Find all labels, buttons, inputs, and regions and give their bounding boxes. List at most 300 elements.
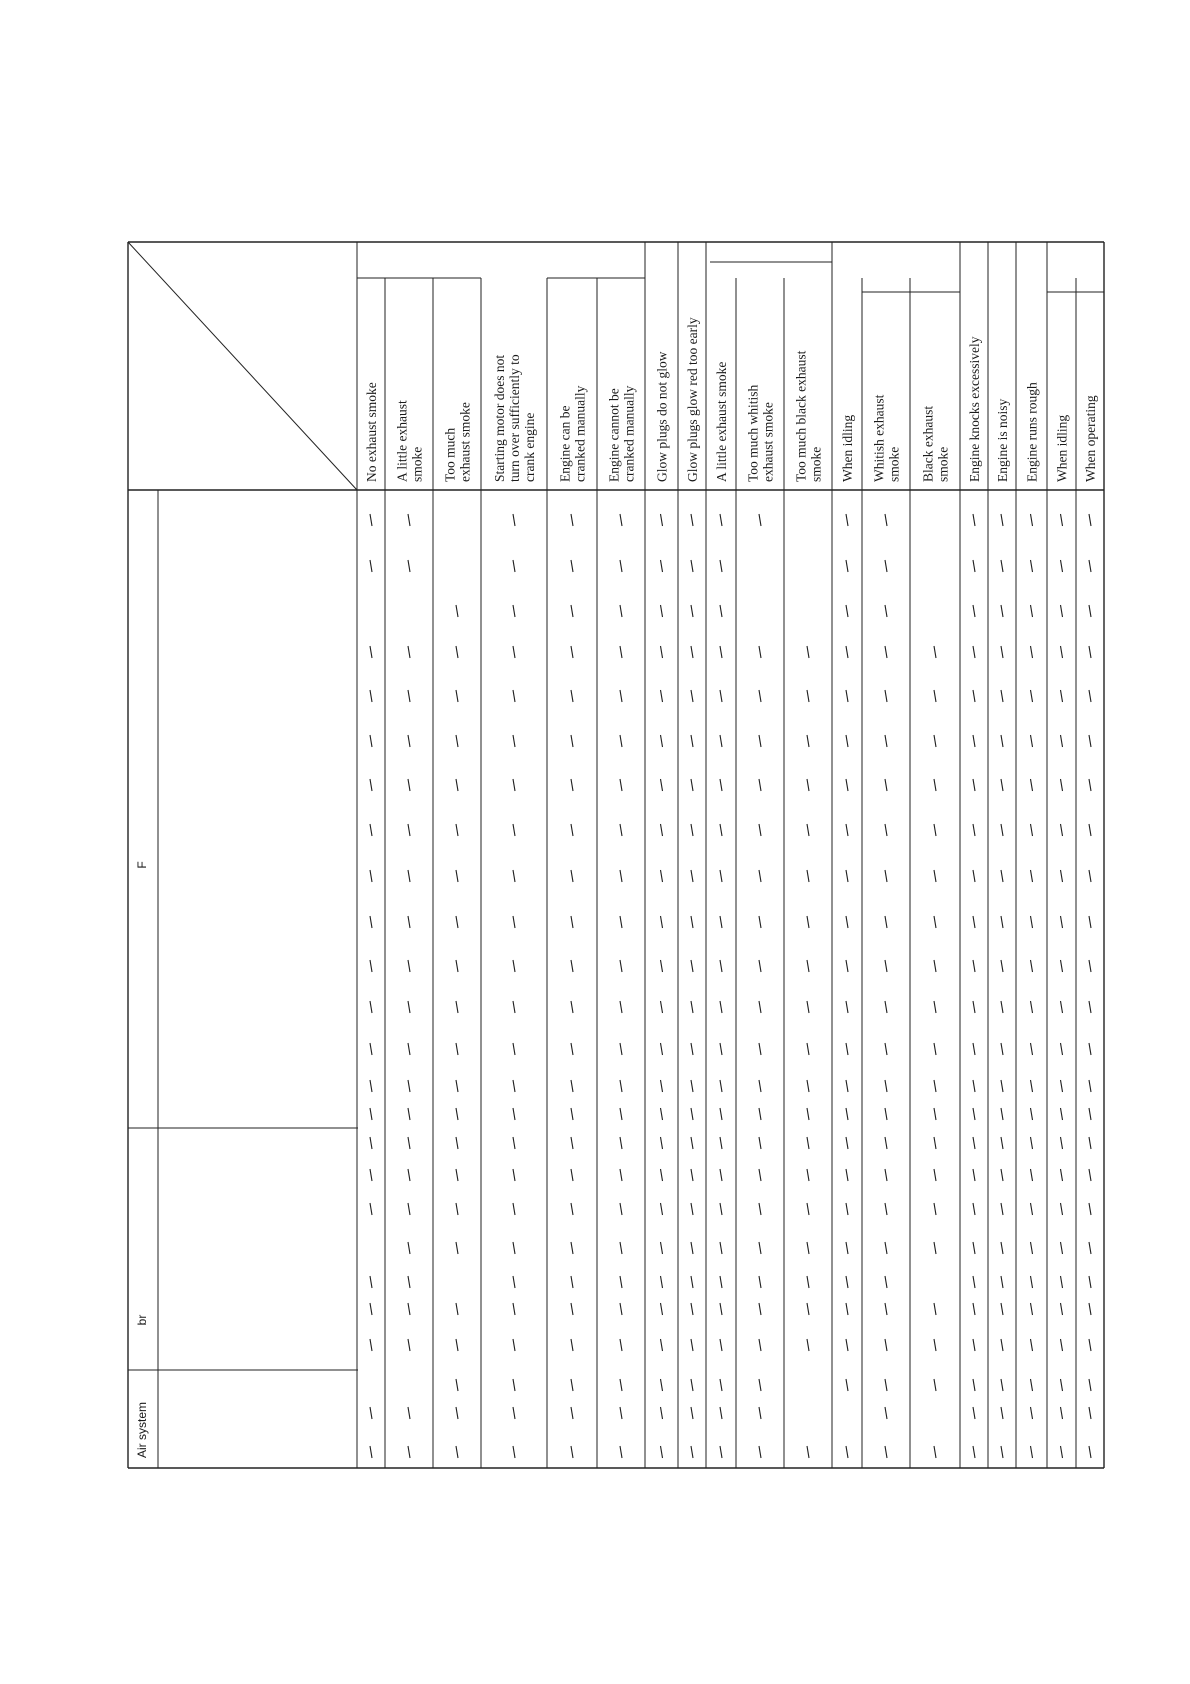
- symptom-mark: [885, 1001, 887, 1013]
- symptom-mark: [1001, 1339, 1003, 1351]
- symptom-mark: [456, 916, 458, 928]
- symptom-mark: [408, 916, 410, 928]
- symptom-mark: [934, 1043, 936, 1055]
- symptom-mark: [720, 1043, 722, 1055]
- symptom-mark: [691, 1203, 693, 1215]
- symptom-mark: [513, 824, 515, 836]
- symptom-mark: [807, 870, 809, 882]
- symptom-mark: [661, 1001, 663, 1013]
- symptom-mark: [885, 690, 887, 702]
- symptom-mark: [973, 1169, 975, 1181]
- symptom-mark: [973, 1080, 975, 1092]
- symptom-mark: [370, 1339, 372, 1351]
- symptom-mark: [571, 1339, 573, 1351]
- symptom-mark: [571, 605, 573, 617]
- symptom-mark: [370, 514, 372, 526]
- symptom-mark: [1089, 735, 1091, 747]
- symptom-mark: [513, 1108, 515, 1120]
- symptom-mark: [1089, 1001, 1091, 1013]
- symptom-mark: [408, 1446, 410, 1458]
- symptom-mark: [1031, 735, 1033, 747]
- symptom-mark: [934, 824, 936, 836]
- symptom-mark: [691, 1108, 693, 1120]
- symptom-mark: [513, 735, 515, 747]
- symptom-mark: [1001, 690, 1003, 702]
- symptom-header-text: exhaust smoke: [457, 402, 473, 482]
- symptom-mark: [973, 735, 975, 747]
- symptom-mark: [661, 916, 663, 928]
- symptom-mark: [456, 1043, 458, 1055]
- symptom-mark: [807, 1001, 809, 1013]
- symptom-mark: [620, 605, 622, 617]
- symptom-mark: [1089, 1203, 1091, 1215]
- symptom-mark: [973, 690, 975, 702]
- symptom-mark: [1061, 870, 1063, 882]
- symptom-mark: [691, 1242, 693, 1254]
- symptom-mark: [1031, 1001, 1033, 1013]
- symptom-mark: [408, 960, 410, 972]
- symptom-mark: [1001, 960, 1003, 972]
- symptom-mark: [571, 1001, 573, 1013]
- symptom-mark: [620, 1001, 622, 1013]
- cause-group-label: F: [135, 861, 150, 869]
- symptom-mark: [1031, 1276, 1033, 1288]
- symptom-mark: [1001, 514, 1003, 526]
- symptom-mark: [885, 870, 887, 882]
- symptom-mark: [370, 560, 372, 572]
- symptom-mark: [370, 690, 372, 702]
- symptom-mark: [846, 1276, 848, 1288]
- symptom-mark: [691, 870, 693, 882]
- symptom-mark: [934, 735, 936, 747]
- symptom-mark: [661, 605, 663, 617]
- symptom-mark: [691, 1407, 693, 1419]
- symptom-mark: [691, 1169, 693, 1181]
- symptom-header-text: Engine knocks excessively: [967, 336, 982, 482]
- symptom-mark: [456, 1137, 458, 1149]
- symptom-mark: [456, 779, 458, 791]
- symptom-mark: [571, 1303, 573, 1315]
- symptom-header-text: A little exhaust smoke: [714, 361, 729, 482]
- symptom-mark: [661, 1339, 663, 1351]
- symptom-mark: [973, 605, 975, 617]
- symptom-mark: [846, 1108, 848, 1120]
- symptom-mark: [1089, 960, 1091, 972]
- symptom-mark: [691, 1137, 693, 1149]
- symptom-mark: [513, 1446, 515, 1458]
- symptom-mark: [885, 1169, 887, 1181]
- symptom-mark: [1061, 690, 1063, 702]
- symptom-mark: [807, 1303, 809, 1315]
- symptom-mark: [807, 646, 809, 658]
- symptom-header-text: Engine is noisy: [995, 398, 1010, 482]
- symptom-mark: [620, 514, 622, 526]
- symptom-mark: [759, 514, 761, 526]
- symptom-mark: [759, 1303, 761, 1315]
- symptom-mark: [720, 1203, 722, 1215]
- symptom-mark: [1001, 1242, 1003, 1254]
- symptom-mark: [1031, 1242, 1033, 1254]
- symptom-header-text: cranked manually: [621, 385, 637, 482]
- symptom-mark: [973, 870, 975, 882]
- symptom-mark: [759, 1043, 761, 1055]
- symptom-mark: [846, 1001, 848, 1013]
- symptom-mark: [513, 646, 515, 658]
- symptom-mark: [408, 646, 410, 658]
- symptom-mark: [885, 1407, 887, 1419]
- symptom-mark: [1061, 1242, 1063, 1254]
- symptom-mark: [661, 1080, 663, 1092]
- symptom-mark: [661, 514, 663, 526]
- symptom-header-text: When operating: [1083, 395, 1098, 482]
- symptom-mark: [759, 1169, 761, 1181]
- symptom-mark: [885, 1108, 887, 1120]
- symptom-mark: [934, 646, 936, 658]
- symptom-mark: [1001, 735, 1003, 747]
- symptom-mark: [1061, 1108, 1063, 1120]
- symptom-mark: [408, 735, 410, 747]
- symptom-mark: [456, 824, 458, 836]
- symptom-mark: [885, 1137, 887, 1149]
- symptom-mark: [1001, 870, 1003, 882]
- symptom-mark: [973, 824, 975, 836]
- symptom-mark: [513, 1276, 515, 1288]
- symptom-mark: [456, 1407, 458, 1419]
- symptom-mark: [1089, 690, 1091, 702]
- symptom-mark: [759, 646, 761, 658]
- symptom-mark: [620, 690, 622, 702]
- symptom-mark: [370, 960, 372, 972]
- symptom-mark: [571, 1080, 573, 1092]
- symptom-mark: [513, 690, 515, 702]
- symptom-mark: [1031, 605, 1033, 617]
- symptom-mark: [885, 779, 887, 791]
- symptom-mark: [370, 1001, 372, 1013]
- symptom-mark: [1089, 560, 1091, 572]
- symptom-mark: [934, 1303, 936, 1315]
- symptom-mark: [807, 1203, 809, 1215]
- symptom-mark: [408, 1303, 410, 1315]
- symptom-mark: [1061, 560, 1063, 572]
- symptom-mark: [846, 1080, 848, 1092]
- symptom-mark: [370, 1407, 372, 1419]
- symptom-mark: [807, 1169, 809, 1181]
- symptom-mark: [661, 560, 663, 572]
- symptom-mark: [408, 1080, 410, 1092]
- symptom-mark: [846, 960, 848, 972]
- symptom-mark: [1031, 1407, 1033, 1419]
- symptom-mark: [456, 605, 458, 617]
- symptom-mark: [759, 735, 761, 747]
- symptom-mark: [973, 1379, 975, 1391]
- symptom-mark: [885, 514, 887, 526]
- symptom-mark: [885, 1446, 887, 1458]
- symptom-mark: [807, 1339, 809, 1351]
- symptom-mark: [1089, 605, 1091, 617]
- symptom-mark: [661, 1276, 663, 1288]
- symptom-mark: [571, 824, 573, 836]
- symptom-mark: [1001, 1108, 1003, 1120]
- symptom-mark: [807, 1446, 809, 1458]
- symptom-mark: [571, 560, 573, 572]
- symptom-mark: [661, 690, 663, 702]
- symptom-mark: [1089, 646, 1091, 658]
- symptom-header-text: crank engine: [522, 412, 537, 482]
- symptom-mark: [720, 1108, 722, 1120]
- symptom-mark: [620, 1203, 622, 1215]
- symptom-mark: [807, 1108, 809, 1120]
- symptom-mark: [661, 646, 663, 658]
- symptom-mark: [620, 779, 622, 791]
- symptom-mark: [759, 960, 761, 972]
- symptom-mark: [661, 779, 663, 791]
- symptom-header-text: Glow plugs glow red too early: [685, 317, 700, 482]
- symptom-mark: [513, 560, 515, 572]
- symptom-mark: [661, 1108, 663, 1120]
- symptom-mark: [1031, 514, 1033, 526]
- symptom-mark: [691, 735, 693, 747]
- symptom-mark: [513, 870, 515, 882]
- symptom-mark: [720, 646, 722, 658]
- symptom-mark: [620, 1108, 622, 1120]
- symptom-mark: [1001, 1276, 1003, 1288]
- symptom-mark: [513, 960, 515, 972]
- symptom-mark: [1089, 1339, 1091, 1351]
- symptom-mark: [1031, 560, 1033, 572]
- symptom-mark: [720, 1001, 722, 1013]
- symptom-mark: [620, 916, 622, 928]
- symptom-mark: [661, 1407, 663, 1419]
- symptom-mark: [620, 1379, 622, 1391]
- symptom-mark: [571, 735, 573, 747]
- symptom-mark: [934, 960, 936, 972]
- symptom-mark: [1031, 960, 1033, 972]
- symptom-mark: [370, 1080, 372, 1092]
- symptom-mark: [934, 779, 936, 791]
- symptom-mark: [691, 1276, 693, 1288]
- symptom-header-text: When idling: [1054, 414, 1070, 482]
- symptom-mark: [885, 605, 887, 617]
- symptom-header-text: cranked manually: [572, 385, 588, 482]
- symptom-mark: [661, 960, 663, 972]
- symptom-mark: [846, 1339, 848, 1351]
- symptom-mark: [620, 1043, 622, 1055]
- symptom-mark: [973, 560, 975, 572]
- symptom-mark: [408, 514, 410, 526]
- symptom-mark: [807, 690, 809, 702]
- symptom-mark: [1061, 960, 1063, 972]
- symptom-mark: [1061, 1137, 1063, 1149]
- symptom-mark: [720, 735, 722, 747]
- symptom-mark: [759, 1108, 761, 1120]
- symptom-mark: [846, 1242, 848, 1254]
- symptom-mark: [720, 1303, 722, 1315]
- symptom-mark: [1089, 1137, 1091, 1149]
- symptom-mark: [1001, 779, 1003, 791]
- symptom-mark: [1031, 1137, 1033, 1149]
- symptom-mark: [720, 1276, 722, 1288]
- symptom-mark: [934, 1446, 936, 1458]
- symptom-mark: [934, 1137, 936, 1149]
- symptom-mark: [456, 646, 458, 658]
- symptom-mark: [620, 1276, 622, 1288]
- symptom-mark: [1089, 1043, 1091, 1055]
- symptom-mark: [408, 560, 410, 572]
- symptom-mark: [1001, 646, 1003, 658]
- symptom-mark: [1089, 1108, 1091, 1120]
- symptom-header-text: A little exhaust: [394, 400, 410, 482]
- symptom-mark: [934, 1242, 936, 1254]
- symptom-mark: [408, 1043, 410, 1055]
- symptom-mark: [513, 1043, 515, 1055]
- symptom-mark: [807, 1242, 809, 1254]
- symptom-mark: [691, 605, 693, 617]
- symptom-mark: [846, 605, 848, 617]
- symptom-mark: [807, 1080, 809, 1092]
- symptom-mark: [885, 1339, 887, 1351]
- symptom-mark: [885, 916, 887, 928]
- symptom-header-text: Starting motor does not: [492, 354, 507, 482]
- symptom-mark: [513, 1303, 515, 1315]
- symptom-mark: [1031, 870, 1033, 882]
- symptom-mark: [846, 646, 848, 658]
- symptom-mark: [370, 916, 372, 928]
- symptom-mark: [807, 1137, 809, 1149]
- symptom-mark: [571, 1137, 573, 1149]
- symptom-mark: [885, 1303, 887, 1315]
- symptom-mark: [846, 1203, 848, 1215]
- symptom-mark: [934, 916, 936, 928]
- symptom-mark: [885, 824, 887, 836]
- symptom-mark: [1089, 1276, 1091, 1288]
- symptom-mark: [408, 1203, 410, 1215]
- cause-group-label: br: [135, 1314, 150, 1326]
- symptom-mark: [1031, 779, 1033, 791]
- symptom-mark: [620, 560, 622, 572]
- symptom-mark: [456, 1203, 458, 1215]
- cause-group-label: Air system: [135, 1401, 150, 1459]
- symptom-header-text: Too much: [442, 427, 458, 482]
- symptom-mark: [1061, 1379, 1063, 1391]
- symptom-mark: [973, 1407, 975, 1419]
- symptom-mark: [934, 1203, 936, 1215]
- symptom-header-text: When idling: [840, 414, 855, 482]
- symptom-mark: [934, 870, 936, 882]
- symptom-mark: [846, 870, 848, 882]
- symptom-mark: [456, 1303, 458, 1315]
- symptom-mark: [720, 1379, 722, 1391]
- symptom-mark: [720, 1339, 722, 1351]
- symptom-mark: [456, 1169, 458, 1181]
- symptom-mark: [1031, 1379, 1033, 1391]
- symptom-mark: [661, 1303, 663, 1315]
- symptom-mark: [456, 1001, 458, 1013]
- symptom-mark: [885, 1379, 887, 1391]
- symptom-mark: [973, 1276, 975, 1288]
- symptom-mark: [370, 1203, 372, 1215]
- symptom-mark: [691, 1446, 693, 1458]
- symptom-mark: [1089, 514, 1091, 526]
- symptom-mark: [370, 870, 372, 882]
- symptom-mark: [1031, 916, 1033, 928]
- symptom-mark: [1031, 646, 1033, 658]
- symptom-mark: [513, 1242, 515, 1254]
- symptom-mark: [885, 960, 887, 972]
- symptom-mark: [691, 1303, 693, 1315]
- symptom-mark: [370, 1169, 372, 1181]
- symptom-mark: [720, 1080, 722, 1092]
- symptom-mark: [408, 870, 410, 882]
- symptom-mark: [1061, 1407, 1063, 1419]
- symptom-mark: [759, 824, 761, 836]
- symptom-mark: [370, 1446, 372, 1458]
- symptom-header-text: No exhaust smoke: [364, 382, 379, 482]
- symptom-mark: [1089, 916, 1091, 928]
- symptom-mark: [370, 1137, 372, 1149]
- symptom-mark: [720, 916, 722, 928]
- symptom-mark: [370, 735, 372, 747]
- symptom-mark: [1061, 646, 1063, 658]
- symptom-mark: [1089, 1242, 1091, 1254]
- symptom-mark: [408, 1339, 410, 1351]
- symptom-mark: [571, 1169, 573, 1181]
- symptom-mark: [759, 916, 761, 928]
- symptom-mark: [1061, 1203, 1063, 1215]
- symptom-mark: [571, 646, 573, 658]
- symptom-mark: [759, 1446, 761, 1458]
- symptom-header-text: Glow plugs do not glow: [654, 351, 670, 482]
- symptom-mark: [513, 1001, 515, 1013]
- symptom-mark: [661, 1043, 663, 1055]
- symptom-mark: [1031, 1203, 1033, 1215]
- symptom-mark: [661, 824, 663, 836]
- symptom-mark: [661, 1203, 663, 1215]
- symptom-header-text: Too much whitish: [745, 384, 761, 482]
- symptom-mark: [370, 1108, 372, 1120]
- symptom-mark: [691, 779, 693, 791]
- symptom-mark: [759, 1242, 761, 1254]
- corner-diagonal: [128, 242, 357, 490]
- symptom-mark: [661, 870, 663, 882]
- symptom-mark: [846, 560, 848, 572]
- symptom-mark: [720, 1446, 722, 1458]
- symptom-mark: [620, 1242, 622, 1254]
- symptom-mark: [1089, 1169, 1091, 1181]
- symptom-mark: [1061, 824, 1063, 836]
- symptom-mark: [759, 1080, 761, 1092]
- symptom-mark: [934, 1339, 936, 1351]
- symptom-mark: [456, 960, 458, 972]
- symptom-mark: [807, 1043, 809, 1055]
- symptom-mark: [934, 1169, 936, 1181]
- symptom-mark: [661, 1242, 663, 1254]
- symptom-mark: [807, 960, 809, 972]
- symptom-mark: [661, 1137, 663, 1149]
- symptom-mark: [456, 1379, 458, 1391]
- symptom-mark: [620, 1303, 622, 1315]
- symptom-mark: [513, 1407, 515, 1419]
- symptom-mark: [720, 1407, 722, 1419]
- symptom-header-text: smoke: [808, 446, 824, 482]
- symptom-mark: [1001, 1303, 1003, 1315]
- symptom-mark: [691, 960, 693, 972]
- symptom-mark: [408, 1001, 410, 1013]
- symptom-header-text: exhaust smoke: [760, 402, 776, 482]
- symptom-mark: [1001, 1043, 1003, 1055]
- symptom-mark: [408, 690, 410, 702]
- symptom-mark: [759, 1407, 761, 1419]
- symptom-mark: [846, 1379, 848, 1391]
